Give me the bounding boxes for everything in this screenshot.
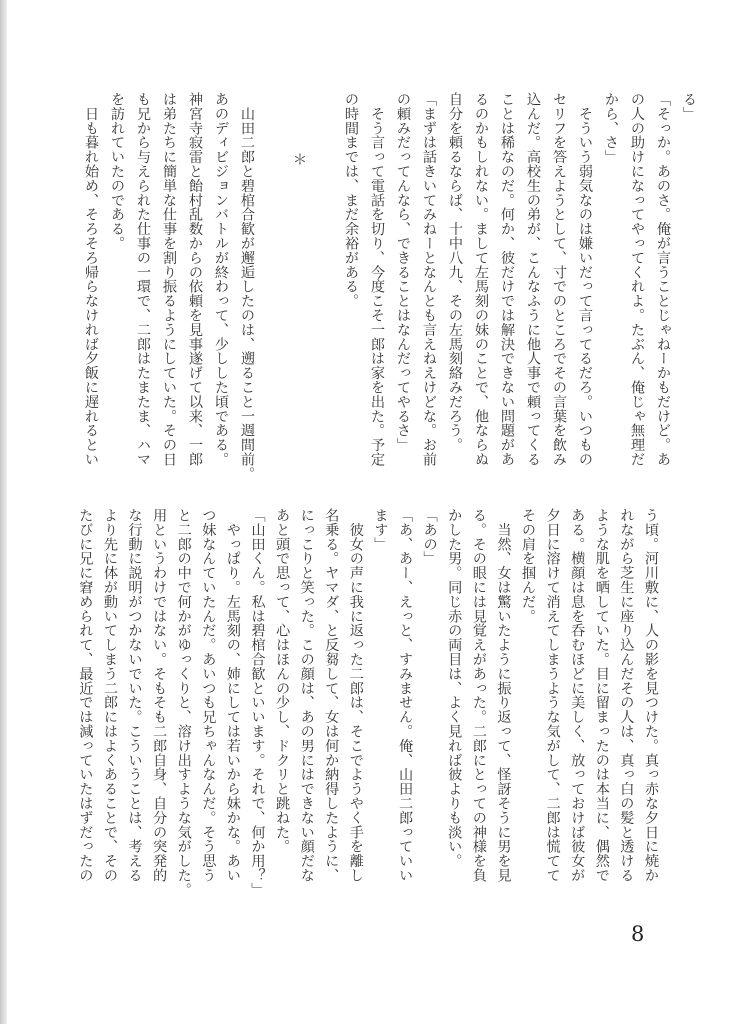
- text-column: 「山田くん。私は碧棺合歓といいます。それで、何か用？」: [249, 508, 266, 897]
- text-column: 山田二郎と碧棺合歓が邂逅したのは、遡ること一週間前。: [239, 92, 255, 481]
- text-column: [260, 92, 286, 472]
- text-column: 名乗る。ヤマダ、と反芻して、女は何か納得したように、: [323, 508, 340, 883]
- text-column: あのディビジョンバトルが終わって、少しした頃である。: [213, 92, 229, 467]
- text-column: う頃。河川敷に、人の影を見つけた。真っ赤な夕日に焼か: [643, 508, 659, 883]
- text-column: と二郎の中で何かがゆっくりと、溶け出すような気がした。: [175, 508, 192, 897]
- text-column: る」: [681, 92, 697, 121]
- text-column: ます」: [372, 508, 389, 552]
- text-column: ことは稀なのだ。何か、彼だけでは解決できない問題があ: [499, 92, 515, 467]
- text-column: 「あ、あー、えっと、すみません。俺、山田二郎っていい: [397, 508, 414, 883]
- page-number: 8: [631, 922, 645, 946]
- text-column: つ妹なんていたんだ。あいつも兄ちゃんなんだ。そう思う: [200, 508, 217, 883]
- text-column: そう言って電話を切り、今度こそ一郎は家を出た。予定: [369, 92, 385, 467]
- text-column: るのかもしれない。まして左馬刻の妹のことで、他ならぬ: [473, 92, 489, 467]
- text-column: な行動に説明がつかないでいた。こういうことは、考える: [126, 508, 143, 883]
- text-column: 彼女の声に我に返った二郎は、そこでようやく手を離し: [347, 508, 364, 883]
- text-column: 当然、女は驚いたように振り返って、怪訝そうに男を見: [495, 508, 512, 883]
- text-column: を訪れていたのである。: [109, 92, 125, 251]
- text-column: かした男。同じ赤の両目は、よく見れば彼よりも淡い。: [446, 508, 463, 868]
- text-column: 神宮寺寂雷と飴村乱数からの依頼を見事遂げて以来、一郎: [187, 92, 203, 467]
- text-column: やっぱり。左馬刻の、姉にしては若いから妹かな。あい: [224, 508, 241, 883]
- text-column: その肩を掴んだ。: [520, 508, 537, 624]
- text-column: [312, 92, 338, 472]
- text-column: れながら芝生に座り込んだその人は、真っ白の髪と透ける: [618, 508, 635, 883]
- text-column: 「そっか。あのさ。俺が言うことじゃねーかもだけど。あ: [655, 92, 671, 467]
- text-column: ある。横顔は息を呑むほどに美しく、放っておけば彼女が: [569, 508, 586, 883]
- text-column: の時間までは、まだ余裕がある。: [343, 92, 359, 308]
- text-column: 自分を頼るならば、十中八九、その左馬刻絡みだろう。: [447, 92, 463, 452]
- text-column: 「あの」: [421, 508, 438, 566]
- text-column: の人の助けになってやってくれよ。たぶん、俺じゃ無理だ: [629, 92, 645, 467]
- text-column: も兄から与えられた仕事の一環で、二郎はたまたま、ハマ: [135, 92, 151, 467]
- text-tier-lower: [63, 508, 663, 897]
- text-column: は弟たちに簡単な仕事を割り振るようにしていた。その日: [161, 92, 177, 467]
- text-column: あと頭で思って、心はほんの少し、ドクリと跳ねた。: [274, 508, 291, 854]
- text-column: たびに兄に窘められて、最近では減っていたはずだったの: [77, 508, 94, 883]
- text-column: 「まずは話きいてみねーとなんとも言えねえけどな。お前: [421, 92, 437, 467]
- text-column: そういう弱気なのは嫌いだって言ってるだろ。いつもの: [577, 92, 593, 467]
- text-column: にっこりと笑った。この顔は、あの男にはできない顔だな: [298, 508, 315, 883]
- text-column: 夕日に溶けて消えてしまうような気がして、二郎は慌てて: [544, 508, 561, 883]
- section-break-asterisk: ＊: [291, 152, 307, 167]
- text-column: から、さ」: [603, 92, 619, 164]
- text-column: より先に体が動いてしまう二郎にはよくあることで、その: [101, 508, 118, 883]
- text-column: ような肌を晒していた。目に留まったのは本当に、偶然で: [593, 508, 610, 883]
- text-column: 込んだ。高校生の弟が、こんなふうに他人事で頼ってくる: [525, 92, 541, 467]
- text-column: 用というわけではない。そもそも二郎自身、自分の突発的: [151, 508, 168, 883]
- text-column: 日も暮れ始め、そろそろ帰らなければ夕飯に遅れるとい: [83, 92, 99, 467]
- text-tier-upper: [82, 92, 702, 481]
- text-column: セリフを答えようとして、寸でのところでその言葉を飲み: [551, 92, 567, 467]
- text-column: の頼みだってんなら、できることはなんだってやるさ」: [395, 92, 411, 452]
- text-column: る。その眼には見覚えがあった。二郎にとっての神様を負: [470, 508, 487, 883]
- page-edge-shadow: [0, 0, 7, 1024]
